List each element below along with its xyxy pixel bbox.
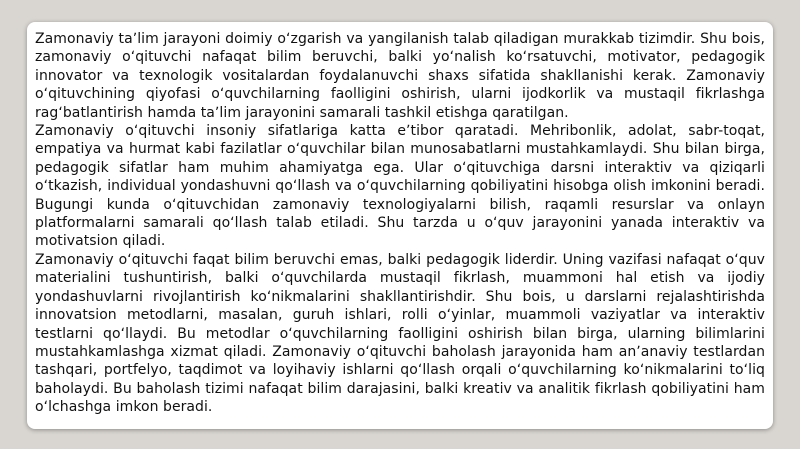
document-page — [27, 22, 773, 429]
paragraph-2: Zamonaviy oʻqituvchi insoniy sifatlariga katta eʼtibor qaratadi. Mehribonlik, adolat, sabr-toqat, empatiya va hurmat kabi fazilatlar oʻquvchilar bilan munosabatlarni mustahkamlaydi. Shu bilan birga, pedagogik sifatlar ham muhim ahamiyatga ega. Ular oʻqituvchiga darsni interaktiv va qiziqarli oʻtkazish, individual yondashuvni qoʻllash va oʻquvchilarning qobiliyatini hisobga olish imkonini beradi. Bugungi kunda oʻqituvchidan zamonaviy texnologiyalarni bilish, raqamli resurslar va onlayn platformalarni samarali qoʻllash talab etiladi. Shu tarzda u oʻquv jarayonini yanada interaktiv va motivatsion qiladi. — [35, 123, 765, 250]
paragraph-1: Zamonaviy taʼlim jarayoni doimiy oʻzgarish va yangilanish talab qiladigan murakkab tizimdir. Shu bois, zamonaviy oʻqituvchi nafaqat bilim beruvchi, balki yoʻnalish koʻrsatuvchi, motivator, pedagogik innovator va texnologik vositalardan foydalanuvchi shaxs sifatida shakllanishi kerak. Zamonaviy oʻqituvchining qiyofasi oʻquvchilarning faolligini oshirish, ularni ijodkorlik va mustaqil fikrlashga ragʻbatlantirish hamda taʼlim jarayonini samarali tashkil etishga qaratilgan. — [35, 31, 765, 121]
paragraph-3: Zamonaviy oʻqituvchi faqat bilim beruvchi emas, balki pedagogik liderdir. Uning vazifasi nafaqat oʻquv materialini tushuntirish, balki oʻquvchilarda mustaqil fikrlash, muammoni hal etish va ijodiy yondashuvlarni rivojlantirish koʻnikmalarini shakllantirishdir. Shu bois, u darslarni rejalashtirishda innovatsion metodlarni, masalan, guruh ishlari, rolli oʻyinlar, muammoli vaziyatlar va interaktiv testlarni qoʻllaydi. Bu metodlar oʻquvchilarning faolligini oshirish bilan birga, ularning bilimlarini mustahkamlashga xizmat qiladi. Zamonaviy oʻqituvchi baholash jarayonida ham anʼanaviy testlardan tashqari, portfelyo, taqdimot va loyihaviy ishlarni qoʻllash orqali oʻquvchilarning koʻnikmalarini toʻliq baholaydi. Bu baholash tizimi nafaqat bilim darajasini, balki kreativ va analitik fikrlash qobiliyatini ham oʻlchashga imkon beradi. — [35, 251, 765, 416]
